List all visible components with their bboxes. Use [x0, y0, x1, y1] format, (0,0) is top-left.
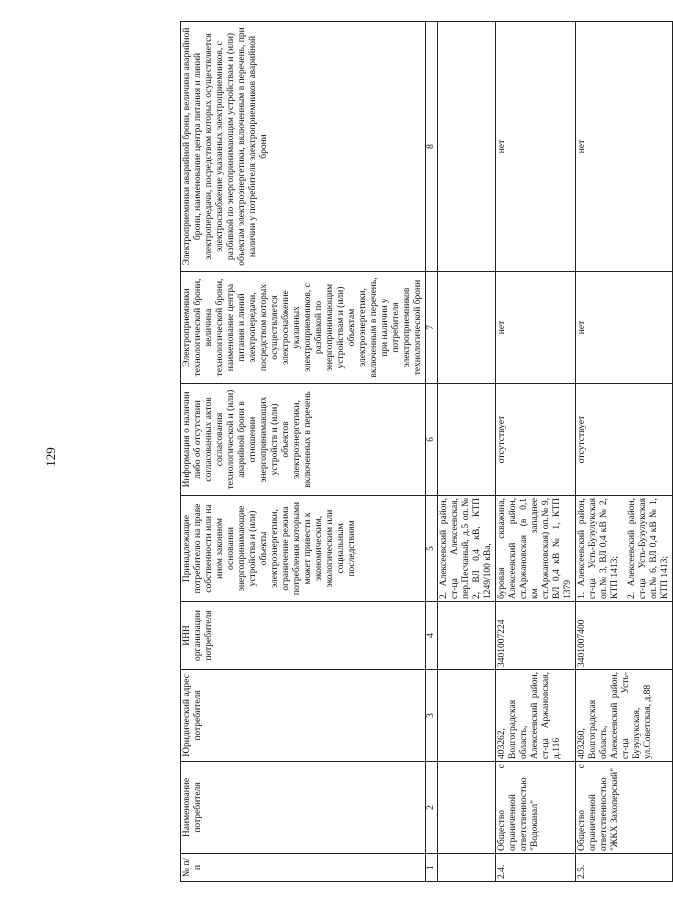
tech-reserve-cell: нет — [496, 272, 576, 384]
consumers-table — [180, 21, 673, 882]
object-item: 2. Алексеевский район, ст-ца Усть-Бузулукская оп.№ 6, ВЛ 0,4 кВ № 1, КТП 1413; — [627, 498, 670, 599]
emergency-reserve-cell: нет — [576, 22, 673, 272]
header-tech-reserve: Электроприемники технологической брони, величина технологической брони, наименование центра питания и линий электропередачи, посредством которых осуществляется электроснабжение указанных электроприемников, с разбивкой по энергопринимающим устройствам и (или) объектам электроэнергетики, включенным в перечень, при наличии у потребителя электроприемников технологической брони — [181, 272, 426, 384]
header-inn: ИНН организации потребителя — [181, 602, 426, 670]
table-header-row — [181, 22, 426, 882]
consumer-name: Общество с ограниченной ответственностью "ЖКХ Захоперский" — [576, 762, 673, 854]
header-address: Юридический адрес потребителя — [181, 670, 426, 762]
object-item: 1. Алексеевский район, ст-ца Усть-Бузулукская оп.№ 3, ВЛ 0,4 кВ № 2, КТП 1413; — [577, 498, 620, 599]
col-number: 6 — [426, 384, 438, 496]
objects-cell: 2. Алексеевский район, ст-ца Алексеевская, пер.Песчаный, д.5 оп.№ 2, ВЛ 0,4 кВ, КТП 1249/100 кВа, — [438, 496, 496, 602]
consumer-name: Общество с ограниченной ответственностью "Водоканал" — [496, 762, 576, 854]
column-number-row — [426, 22, 438, 882]
header-objects: Принадлежащие потребителю на праве собственности или на ином законном основании энергопринимающие устройства и (или) объекты электроэнергетики, ограничение режима потребления которыми может привести к экономическим, экологическим или социальным последствиям — [181, 496, 426, 602]
objects-cell — [576, 496, 673, 602]
consumer-inn: 3401007400 — [576, 602, 673, 670]
tech-reserve-cell: нет — [576, 272, 673, 384]
page-number: 129 — [43, 447, 58, 467]
col-number: 7 — [426, 272, 438, 384]
header-emergency-reserve: Электроприемники аварийной брони, величина аварийной брони, наименование центра питания и линий электропередачи, посредством которых осуществляется электроснабжение указанных электроприемников, с разбивкой по энергопринимающим устройствам и (или) объектам электроэнергетики, включенным в перечень, при наличии у потребителя электроприемников аварийной брони — [181, 22, 426, 272]
col-number: 5 — [426, 496, 438, 602]
row-num: 2.5. — [576, 854, 673, 882]
header-info: Информация о наличии либо об отсутствии согласованных актов согласования технологической и (или) аварийной брони в отношении энергопринимающих устройств и (или) объектов электроэнергетики, включенных в перечень — [181, 384, 426, 496]
rotated-page — [180, 22, 670, 882]
col-number: 8 — [426, 22, 438, 272]
col-number: 1 — [426, 854, 438, 882]
table-row-continuation — [438, 22, 496, 882]
emergency-reserve-cell: нет — [496, 22, 576, 272]
table-row — [496, 22, 576, 882]
col-number: 2 — [426, 762, 438, 854]
consumer-address: 403260, Волгоградская область, Алексеевский район, ст-ца Усть-Бузулукская, ул.Советская, д.88 — [576, 670, 673, 762]
header-name: Наименование потребителя — [181, 762, 426, 854]
info-cell: отсутствует — [576, 384, 673, 496]
col-number: 4 — [426, 602, 438, 670]
objects-cell: буровая скважина, Алексеевский район, ст.Аржановская (в 0,1 км западнее ст.Аржановская) оп.№ 9, ВЛ 0,4 кВ № 1, КТП 1379 — [496, 496, 576, 602]
header-num: № п/п — [181, 854, 426, 882]
table-row — [576, 22, 673, 882]
info-cell: отсутствует — [496, 384, 576, 496]
row-num: 2.4. — [496, 854, 576, 882]
consumer-inn: 3401007224 — [496, 602, 576, 670]
consumer-address: 403262, Волгоградская область, Алексеевский район, ст-ца Аржановская, д.116 — [496, 670, 576, 762]
col-number: 3 — [426, 670, 438, 762]
